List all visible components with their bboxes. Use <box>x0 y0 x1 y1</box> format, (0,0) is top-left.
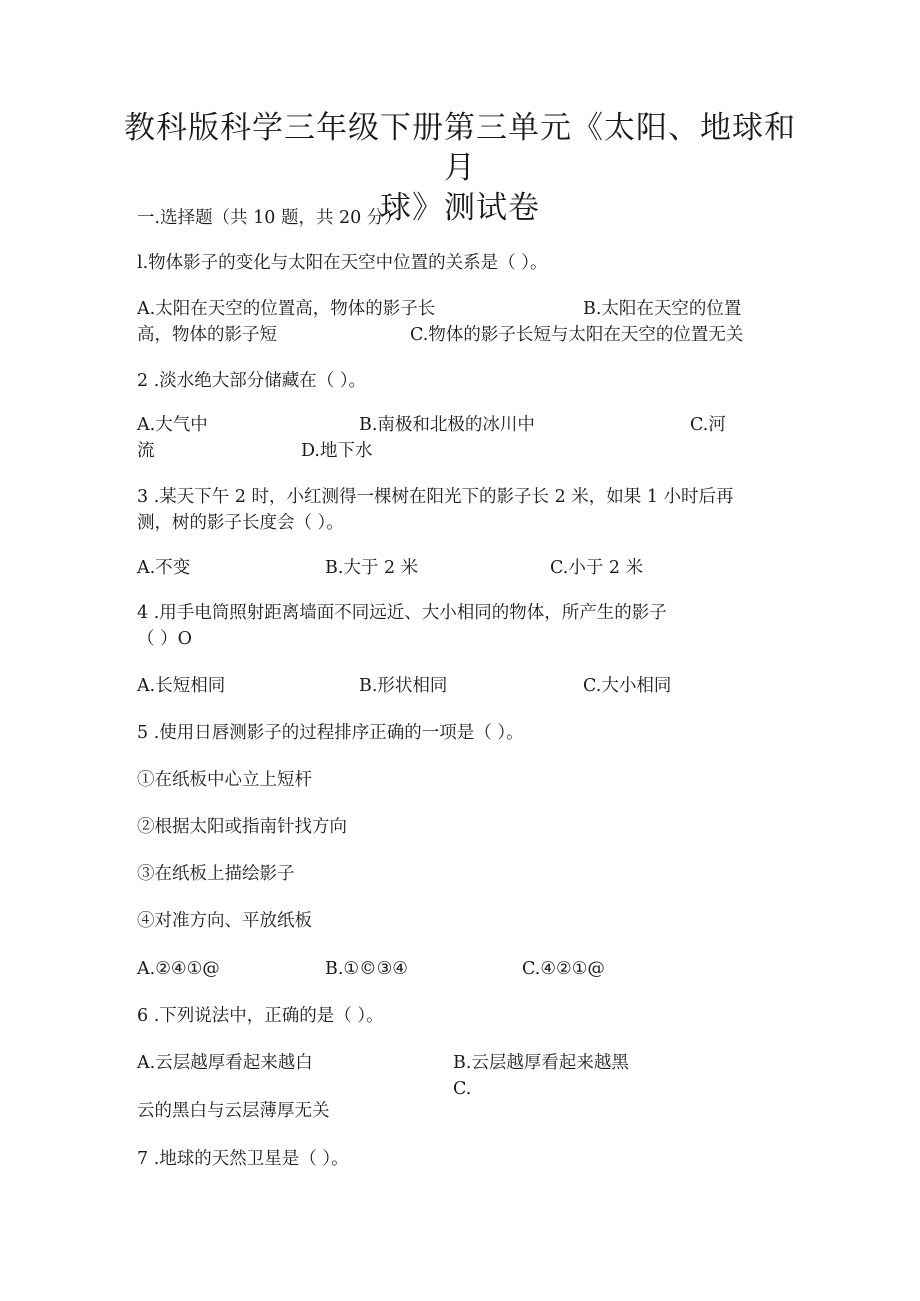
question-1-option-b: B.太阳在天空的位置 <box>583 299 742 319</box>
question-4-option-a: A.长短相同 <box>137 676 226 696</box>
question-1-option-b-continued: 高，物体的影子短 <box>137 325 277 345</box>
question-3-stem-line-2: 测，树的影子长度会（ ）。 <box>137 513 344 533</box>
question-6-option-c-continued: 云的黑白与云层薄厚无关 <box>137 1101 330 1121</box>
question-5-option-a: A.②④①@ <box>137 959 220 979</box>
question-5-step-1: ①在纸板中心立上短杆 <box>137 770 312 790</box>
question-5-option-c: C.④②①@ <box>522 959 605 979</box>
question-4-stem-line-1: 4 .用手电筒照射距离墙面不同远近、大小相同的物体，所产生的影子 <box>137 603 667 623</box>
question-7-stem: 7 .地球的天然卫星是（ ）。 <box>137 1149 349 1169</box>
question-6-stem: 6 .下列说法中，正确的是（ ）。 <box>137 1006 384 1026</box>
section-heading: 一.选择题（共 10 题，共 20 分） <box>137 208 402 228</box>
question-6-option-a: A.云层越厚看起来越白 <box>137 1053 313 1073</box>
question-5-step-4: ④对准方向、平放纸板 <box>137 911 312 931</box>
question-5-stem: 5 .使用日唇测影子的过程排序正确的一项是（ ）。 <box>137 723 524 743</box>
question-1-option-c: C.物体的影子长短与太阳在天空的位置无关 <box>410 325 744 345</box>
question-3-option-c: C.小于 2 米 <box>550 558 644 578</box>
question-3-stem-line-1: 3 .某天下午 2 时，小红测得一棵树在阳光下的影子长 2 米，如果 1 小时后再 <box>137 487 734 507</box>
title-line-2: 球》测试卷 <box>380 190 540 226</box>
question-5-step-2: ②根据太阳或指南针找方向 <box>137 817 347 837</box>
question-5-option-b: B.①©③④ <box>325 959 408 979</box>
question-2-stem: 2 .淡水绝大部分储藏在（ ）。 <box>137 371 367 391</box>
question-1-option-a: A.太阳在天空的位置高，物体的影子长 <box>137 299 436 319</box>
question-3-option-a: A.不变 <box>137 558 191 578</box>
title-line-1: 教科版科学三年级下册第三单元《太阳、地球和月 <box>124 110 796 186</box>
question-2-option-b: B.南极和北极的冰川中 <box>359 415 535 435</box>
question-3-option-b: B.大于 2 米 <box>325 558 419 578</box>
question-4-option-c: C.大小相同 <box>583 676 672 696</box>
question-6-option-c: C. <box>453 1079 472 1099</box>
question-4-stem-line-2: （ ）O <box>137 629 192 649</box>
question-5-step-3: ③在纸板上描绘影子 <box>137 864 295 884</box>
question-2-option-a: A.大气中 <box>137 415 208 435</box>
question-2-option-c: C.河 <box>690 415 726 435</box>
question-1-stem: l.物体影子的变化与太阳在天空中位置的关系是（ ）。 <box>137 253 548 273</box>
question-2-option-c-continued: 流 <box>137 441 155 461</box>
question-2-option-d: D.地下水 <box>301 441 373 461</box>
question-4-option-b: B.形状相同 <box>359 676 448 696</box>
question-6-option-b: B.云层越厚看起来越黑 <box>453 1053 629 1073</box>
